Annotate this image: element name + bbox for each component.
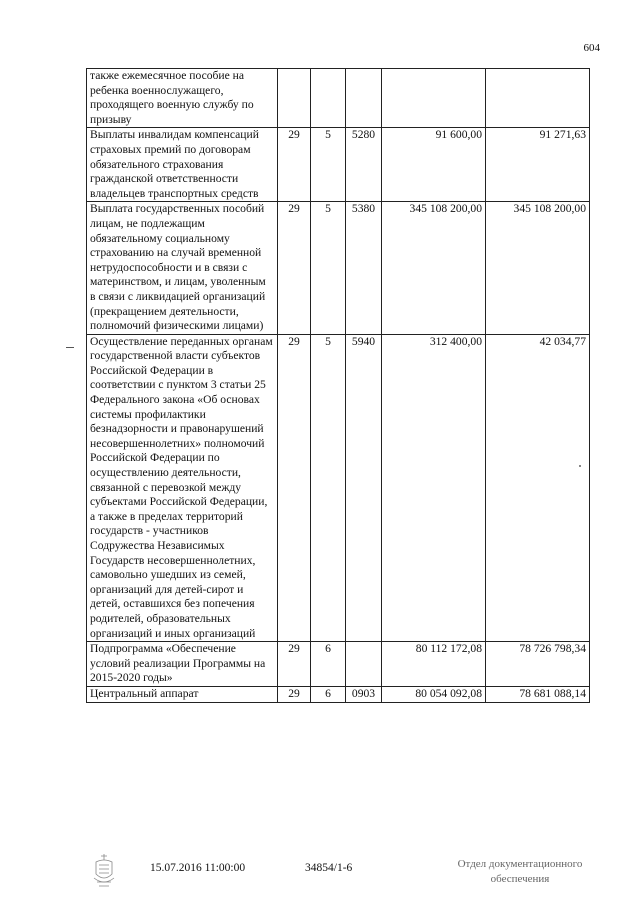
page-number: 604 bbox=[583, 42, 600, 54]
budget-table bbox=[86, 68, 590, 703]
row-code-3 bbox=[346, 642, 382, 687]
row-code-2 bbox=[311, 69, 346, 128]
row-amount-executed bbox=[486, 69, 590, 128]
row-amount-executed: 91 271,63 bbox=[486, 128, 590, 202]
stamp-line-1: Отдел документационного bbox=[457, 858, 583, 870]
row-name: Выплата государственных пособий лицам, не подлежащим обязательному социальному страхованию на случай временной нетрудоспособности и в связи с материнством, и лицам, уволенным в связи с ликвидацией организаций (прекращением деятельности, полномочий физическими лицами) bbox=[87, 202, 278, 334]
row-code-1: 29 bbox=[278, 642, 311, 687]
row-code-3 bbox=[346, 69, 382, 128]
row-code-1: 29 bbox=[278, 686, 311, 702]
row-amount-executed: 78 681 088,14 bbox=[486, 686, 590, 702]
row-code-2: 6 bbox=[311, 686, 346, 702]
row-amount-planned bbox=[382, 69, 486, 128]
row-name: Осуществление переданных органам государственной власти субъектов Российской Федерации в соответствии с пунктом 3 статьи 25 Федерального закона «Об основах системы профилактики безнадзорности и правонарушений несовершеннолетних» полномочий Российской Федерации по осуществлению деятельности, связанной с перевозкой между субъектами Российской Федерации, а также в пределах территорий государств - участников Содружества Независимых Государств несовершеннолетних, самовольно ушедших из семей, организаций для детей-сирот и детей, оставшихся без попечения родителей, образовательных организаций и иных организаций bbox=[87, 334, 278, 641]
row-code-2: 5 bbox=[311, 128, 346, 202]
row-code-2: 5 bbox=[311, 334, 346, 641]
row-code-1: 29 bbox=[278, 334, 311, 641]
footer-doc-number: 34854/1-6 bbox=[305, 862, 353, 874]
row-name: Выплаты инвалидам компенсаций страховых премий по договорам обязательного страхования гражданской ответственности владельцев транспортных средств bbox=[87, 128, 278, 202]
row-code-3: 5940 bbox=[346, 334, 382, 641]
table-row bbox=[87, 642, 590, 687]
row-code-3: 5280 bbox=[346, 128, 382, 202]
row-name: Подпрограмма «Обеспечение условий реализации Программы на 2015-2020 годы» bbox=[87, 642, 278, 687]
margin-mark bbox=[66, 347, 74, 348]
row-amount-planned: 80 054 092,08 bbox=[382, 686, 486, 702]
state-emblem-icon bbox=[90, 852, 118, 890]
stamp-line-2: обеспечения bbox=[490, 873, 550, 885]
row-code-1: 29 bbox=[278, 202, 311, 334]
row-amount-planned: 312 400,00 bbox=[382, 334, 486, 641]
row-name: также ежемесячное пособие на ребенка военнослужащего, проходящего военную службу по призыву bbox=[87, 69, 278, 128]
row-code-3: 0903 bbox=[346, 686, 382, 702]
row-amount-executed: 42 034,77 bbox=[486, 334, 590, 641]
row-amount-planned: 80 112 172,08 bbox=[382, 642, 486, 687]
row-amount-executed: 345 108 200,00 bbox=[486, 202, 590, 334]
table-row bbox=[87, 69, 590, 128]
table-row bbox=[87, 334, 590, 641]
footer-datetime: 15.07.2016 11:00:00 bbox=[150, 862, 246, 874]
row-amount-executed: 78 726 798,34 bbox=[486, 642, 590, 687]
row-code-1 bbox=[278, 69, 311, 128]
scan-speck bbox=[579, 465, 581, 467]
row-code-1: 29 bbox=[278, 128, 311, 202]
department-stamp bbox=[440, 857, 600, 887]
row-code-2: 5 bbox=[311, 202, 346, 334]
row-amount-planned: 91 600,00 bbox=[382, 128, 486, 202]
row-amount-planned: 345 108 200,00 bbox=[382, 202, 486, 334]
table-row bbox=[87, 202, 590, 334]
table-row bbox=[87, 686, 590, 702]
row-code-3: 5380 bbox=[346, 202, 382, 334]
table-row bbox=[87, 128, 590, 202]
row-code-2: 6 bbox=[311, 642, 346, 687]
row-name: Центральный аппарат bbox=[87, 686, 278, 702]
